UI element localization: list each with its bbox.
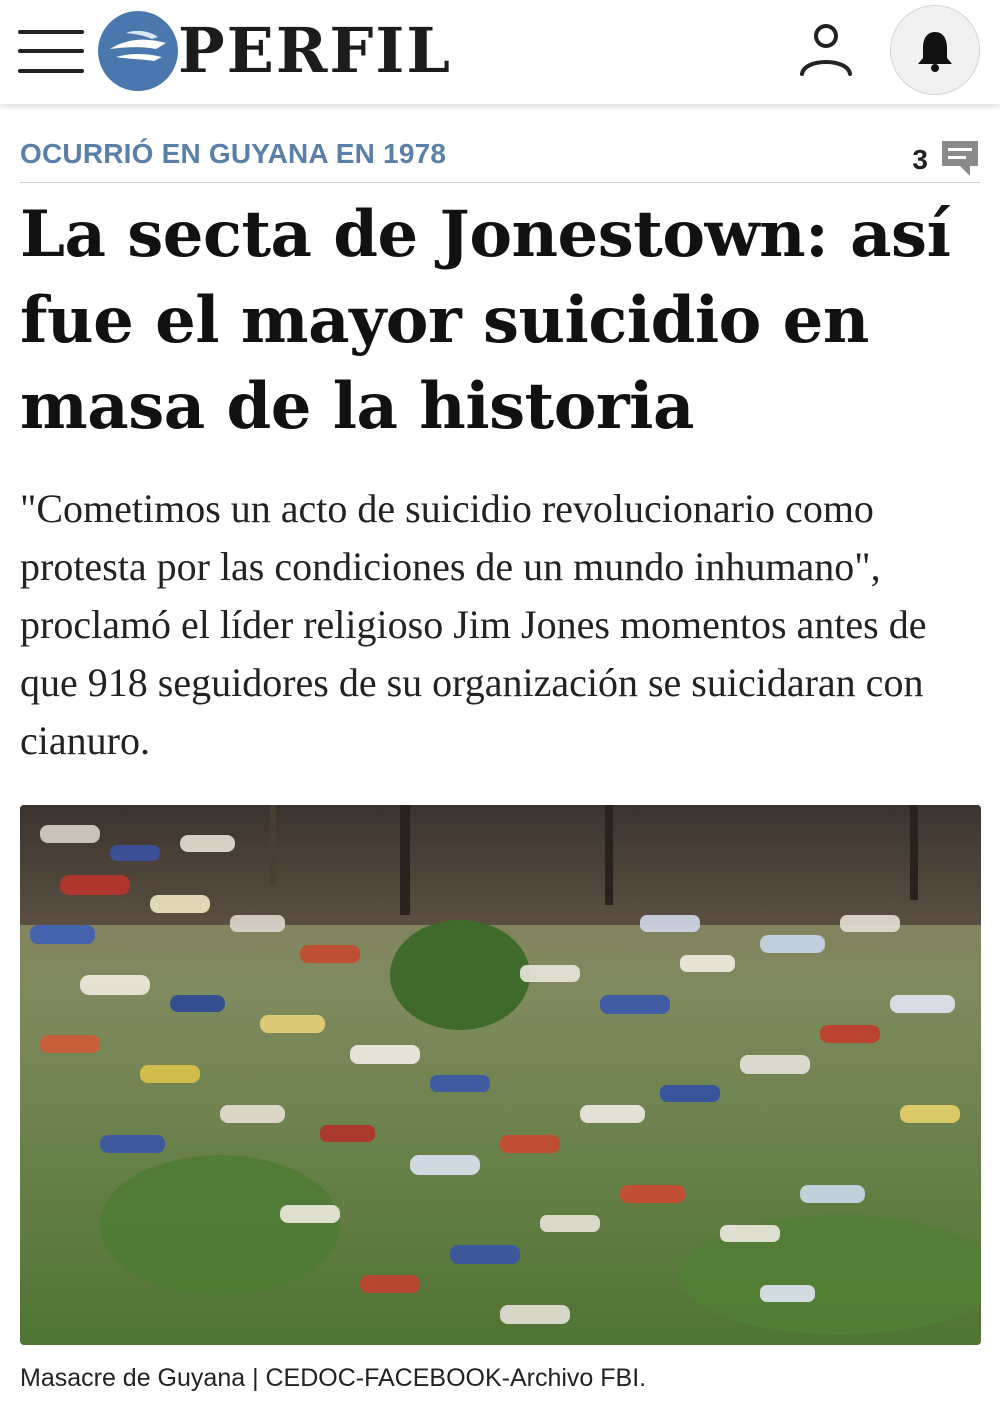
- hamburger-menu-icon[interactable]: [18, 28, 86, 76]
- comments-link[interactable]: [912, 138, 980, 178]
- site-logo[interactable]: [96, 8, 452, 94]
- comment-count: 3: [912, 144, 928, 175]
- notifications-button[interactable]: [890, 5, 980, 95]
- article-kicker[interactable]: OCURRIÓ EN GUYANA EN 1978: [20, 138, 447, 169]
- photo-caption: Masacre de Guyana | CEDOC-FACEBOOK-Archivo FBI.: [20, 1364, 647, 1392]
- article-photo[interactable]: [20, 805, 981, 1345]
- kicker-divider: [20, 182, 980, 183]
- user-icon[interactable]: [796, 20, 856, 80]
- perfil-logo-icon: [96, 9, 180, 93]
- comment-icon: [940, 138, 980, 178]
- article-lead: "Cometimos un acto de suicidio revolucionario como protesta por las condiciones de un mundo inhumano", proclamó el líder religioso Jim Jones momentos antes de que 918 seguidores de su organización se suicidaran con cianuro.: [20, 486, 927, 763]
- site-header: [0, 0, 1000, 104]
- logo-text: PERFIL: [178, 14, 453, 87]
- bell-icon: [915, 28, 955, 72]
- article-headline: La secta de Jonestown: así fue el mayor suicidio en masa de la historia: [20, 197, 951, 444]
- jonestown-photo-image: [20, 805, 981, 1345]
